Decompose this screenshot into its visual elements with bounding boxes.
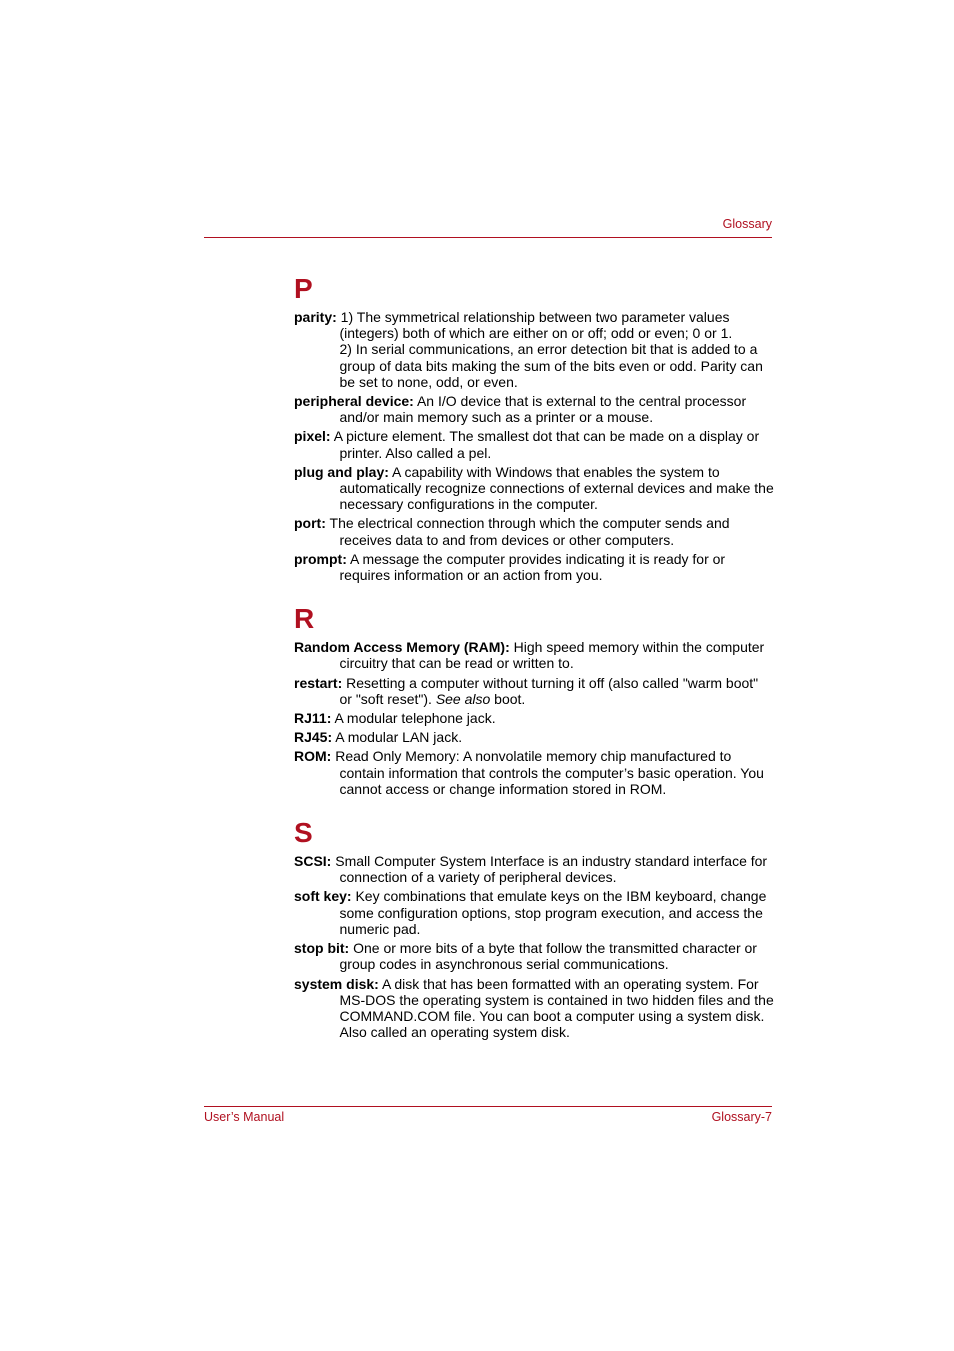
glossary-entry	[294, 639, 774, 671]
glossary-entry	[294, 748, 774, 797]
entry-definition: A picture element. The smallest dot that can be made on a display or printer. Also called a pel.	[330, 428, 760, 461]
section-spacer	[294, 586, 774, 603]
section-s	[294, 817, 774, 1040]
entry-definition-continued: 2) In serial communications, an error detection bit that is added to a group of data bits making the sum of the bits even or odd. Parity can be set to none, odd, or even.	[339, 341, 763, 390]
entry-definition: The electrical connection through which the computer sends and receives data to and from devices or other computers.	[325, 515, 730, 548]
entry-definition: One or more bits of a byte that follow the transmitted character or group codes in asynchronous serial communications.	[339, 940, 757, 973]
glossary-entry	[294, 888, 774, 937]
glossary-entry	[294, 393, 774, 425]
footer-manual-title: User’s Manual	[204, 1110, 285, 1124]
entry-term: stop bit:	[294, 940, 350, 957]
glossary-entry	[294, 515, 774, 547]
entry-definition: Key combinations that emulate keys on the IBM keyboard, change some configuration options, stop program execution, and access the numeric pad.	[339, 888, 767, 937]
section-letter: P	[294, 273, 313, 304]
entry-definition: A capability with Windows that enables the system to automatically recognize connections of external devices and make the necessary configurations in the computer.	[339, 463, 774, 513]
entry-term: peripheral device:	[294, 393, 414, 410]
glossary-entry	[294, 551, 774, 583]
entry-definition: A disk that has been formatted with an operating system. For MS-DOS the operating system is contained in two hidden files and the COMMAND.COM file. You can boot a computer using a system disk. Also called an operating system disk.	[339, 975, 774, 1041]
glossary-content	[294, 273, 774, 1043]
glossary-entry	[294, 428, 774, 460]
header-rule	[204, 237, 772, 238]
entry-definition: An I/O device that is external to the central processor and/or main memory such as a printer or a mouse.	[339, 393, 747, 426]
entry-term: soft key:	[294, 888, 352, 905]
entry-definition: A message the computer provides indicating it is ready for or requires information or an action from you.	[339, 550, 726, 584]
entry-term: system disk:	[294, 975, 379, 992]
entry-term: prompt:	[294, 550, 347, 567]
see-also-reference: See also	[435, 690, 491, 707]
glossary-entry	[294, 710, 774, 726]
page-number: Glossary-7	[711, 1110, 772, 1124]
entry-term: restart:	[294, 674, 343, 691]
glossary-entry	[294, 729, 774, 745]
entry-term: ROM:	[294, 748, 332, 765]
entry-term: port:	[294, 515, 326, 532]
entry-term: parity:	[294, 309, 337, 325]
entry-term: pixel:	[294, 428, 331, 445]
entry-definition: A modular telephone jack.	[331, 710, 496, 727]
glossary-entry	[294, 675, 774, 707]
glossary-entry	[294, 940, 774, 972]
section-spacer	[294, 800, 774, 817]
footer-rule	[204, 1106, 772, 1107]
section-letter: R	[294, 603, 315, 635]
entry-term: Random Access Memory (RAM):	[294, 639, 510, 656]
section-letter: S	[294, 817, 313, 849]
entry-term: plug and play:	[294, 463, 389, 480]
section-p	[294, 273, 774, 583]
entry-definition: 1) The symmetrical relationship between two parameter values (integers) both of which are either on or off; odd or even; 0 or 1.	[336, 309, 733, 342]
entry-definition: Read Only Memory: A nonvolatile memory chip manufactured to contain information that controls the computer’s basic operation. You cannot access or change information stored in ROM.	[331, 748, 764, 797]
running-header: Glossary	[722, 217, 772, 231]
glossary-entry	[294, 464, 774, 513]
entry-definition: Small Computer System Interface is an industry standard interface for connection of a variety of peripheral devices.	[331, 853, 768, 886]
entry-term: RJ45:	[294, 729, 333, 746]
glossary-entry	[294, 976, 774, 1041]
entry-definition-end: boot.	[490, 690, 526, 707]
entry-term: RJ11:	[294, 710, 332, 727]
glossary-entry	[294, 309, 774, 390]
section-r	[294, 603, 774, 797]
entry-definition: High speed memory within the computer circuitry that can be read or written to.	[339, 639, 765, 672]
entry-term: SCSI:	[294, 853, 332, 870]
glossary-entry	[294, 853, 774, 885]
entry-definition: A modular LAN jack.	[332, 729, 463, 746]
entry-definition: Resetting a computer without turning it off (also called "warm boot" or "soft reset").	[339, 674, 759, 707]
